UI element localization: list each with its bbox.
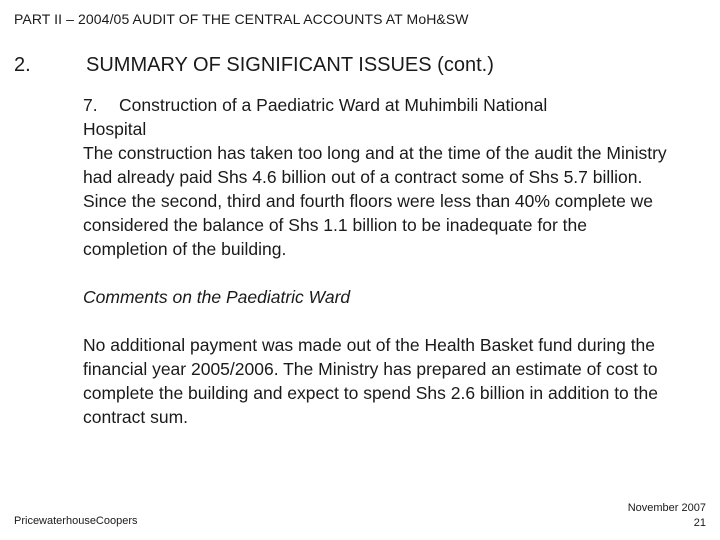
comments-heading: Comments on the Paediatric Ward bbox=[83, 287, 351, 307]
footer-info bbox=[628, 501, 706, 531]
page-number: 21 bbox=[693, 517, 706, 529]
item-title-line1: Construction of a Paediatric Ward at Muhimbili National bbox=[119, 95, 548, 115]
item-number: 7. bbox=[83, 95, 98, 115]
item-heading bbox=[83, 93, 673, 141]
footer-date: November 2007 bbox=[627, 502, 706, 514]
comments-paragraph: No additional payment was made out of the Health Basket fund during the financial year 2005/2006. The Ministry has prepared an estimate of cost to complete the building and expect to spend Shs 2.6 billion in addition to the contract sum. bbox=[83, 335, 658, 427]
body-content bbox=[83, 93, 673, 429]
section-title: SUMMARY OF SIGNIFICANT ISSUES (cont.) bbox=[86, 54, 494, 76]
section-number: 2. bbox=[14, 54, 31, 76]
page-header: PART II – 2004/05 AUDIT OF THE CENTRAL ACCOUNTS AT MoH&SW bbox=[14, 11, 469, 27]
footer-company: PricewaterhouseCoopers bbox=[14, 515, 138, 527]
finding-paragraph: The construction has taken too long and at the time of the audit the Ministry had already paid Shs 4.6 billion out of a contract some of Shs 5.7 billion. Since the second, third and fourth floors were less than 40% complete we considered the balance of Shs 1.1 billion to be inadequate for the completion of the building. bbox=[83, 143, 667, 259]
item-title-line2: Hospital bbox=[83, 119, 147, 139]
